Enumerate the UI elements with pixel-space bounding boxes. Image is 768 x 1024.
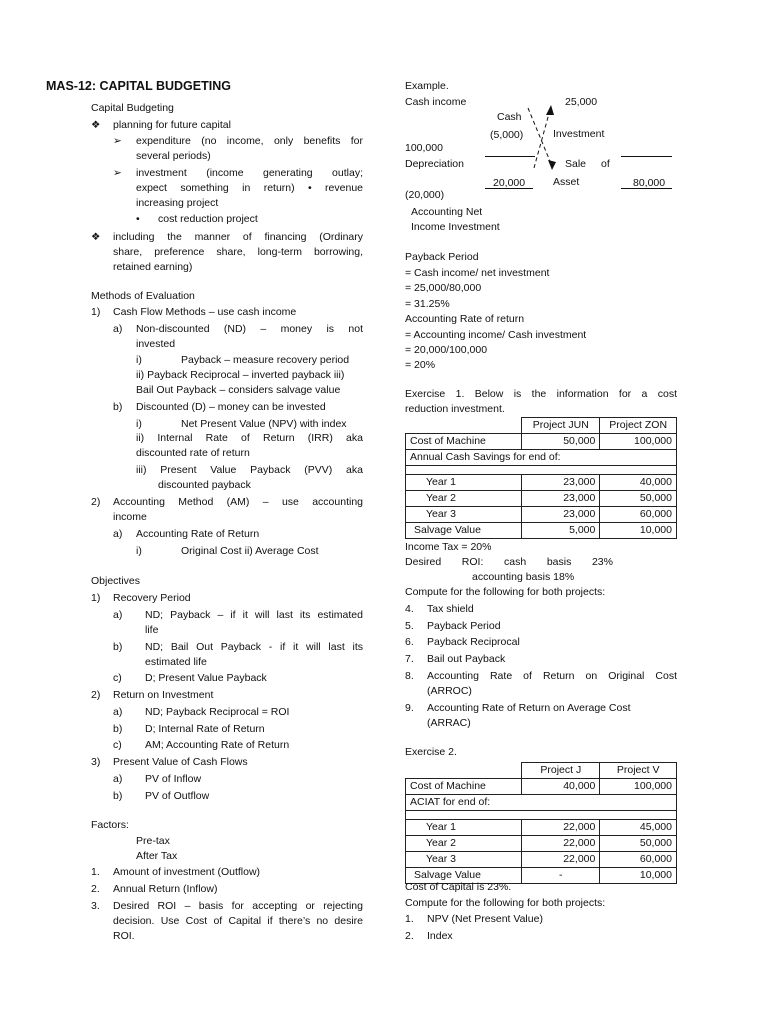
table-cell: 23,000 — [522, 491, 600, 507]
exercise-text: Cost of Capital is 23%. — [405, 881, 512, 893]
exercise-text: Income Tax = 20% — [405, 541, 492, 553]
list-item: ND; Payback – if it will last its estimated — [145, 609, 363, 621]
list-item: Present Value of Cash Flows — [113, 756, 248, 768]
formula-line: = 25,000/80,000 — [405, 282, 482, 294]
list-item: (ARROC) — [427, 685, 472, 697]
section-heading: Methods of Evaluation — [91, 290, 195, 302]
list-item: Return on Investment — [113, 689, 214, 701]
list-item: Non-discounted (ND) – money is not — [136, 323, 363, 335]
bullet-text: expenditure (no income, only benefits for — [136, 135, 363, 147]
table-cell: 50,000 — [522, 434, 600, 450]
list-roman: i) — [136, 418, 142, 430]
table-row — [406, 466, 677, 475]
formula-line: = Cash income/ net investment — [405, 267, 550, 279]
table-header: Project JUN — [522, 418, 600, 434]
bullet-text: expect something in return) • revenue — [136, 182, 363, 194]
table-cell: 22,000 — [522, 820, 600, 836]
list-item: Annual Return (Inflow) — [113, 883, 218, 895]
list-number: 7. — [405, 653, 414, 665]
diagram-label: Cash income — [405, 96, 467, 108]
bullet-text: including the manner of financing (Ordinary — [113, 231, 363, 243]
table-row — [406, 450, 677, 466]
table-cell: 10,000 — [600, 523, 677, 539]
table-spacer — [406, 811, 677, 820]
table-cell: Year 2 — [406, 491, 522, 507]
list-item: Amount of investment (Outflow) — [113, 866, 261, 878]
table-cell: 5,000 — [522, 523, 600, 539]
list-number: 1) — [91, 592, 101, 604]
list-item: D; Internal Rate of Return — [145, 723, 265, 735]
table-cell: 100,000 — [600, 434, 677, 450]
table-cell: 23,000 — [522, 507, 600, 523]
list-item: Payback – measure recovery period — [181, 354, 350, 366]
list-item: Payback Reciprocal — [427, 636, 520, 648]
list-number: 2. — [405, 930, 414, 942]
table-cell — [406, 763, 522, 779]
formula-line: = 20% — [405, 359, 436, 371]
table-cell: Annual Cash Savings for end of: — [406, 450, 600, 466]
list-roman: i) — [136, 354, 142, 366]
table-row — [406, 852, 677, 868]
table-cell: Year 1 — [406, 475, 522, 491]
diagram-value: (20,000) — [405, 189, 445, 201]
table-cell: 22,000 — [522, 852, 600, 868]
list-item: (ARRAC) — [427, 717, 471, 729]
diagram-label: Income Investment — [411, 221, 500, 233]
list-letter: a) — [113, 609, 123, 621]
table-row — [406, 820, 677, 836]
list-roman: i) — [136, 545, 142, 557]
formula-line: = 31.25% — [405, 298, 450, 310]
diagram-label: Accounting Net — [411, 206, 483, 218]
arrow-bullet-icon: ➢ — [113, 135, 122, 147]
dot-bullet-icon: • — [136, 213, 140, 225]
list-item: D; Present Value Payback — [145, 672, 267, 684]
list-number: 1. — [405, 913, 414, 925]
list-item: estimated life — [145, 656, 207, 668]
table-spacer — [406, 466, 677, 475]
table-cell: - — [522, 868, 600, 884]
section-heading: Payback Period — [405, 251, 479, 263]
list-number: 4. — [405, 603, 414, 615]
list-number: 9. — [405, 702, 414, 714]
diagram-value: 20,000 — [493, 177, 526, 189]
list-item: ii) Internal Rate of Return (IRR) aka — [136, 432, 363, 444]
list-item: iii) Present Value Payback (PVV) aka — [136, 464, 363, 476]
exercise-heading: Exercise 2. — [405, 746, 457, 758]
list-number: 1. — [91, 866, 100, 878]
list-letter: c) — [113, 672, 122, 684]
exercise1-table — [405, 417, 677, 539]
diagram-value: 100,000 — [405, 142, 443, 154]
list-item: Accounting Method (AM) – use accounting — [113, 496, 363, 508]
table-cell: Year 3 — [406, 507, 522, 523]
list-item: Accounting Rate of Return — [136, 528, 260, 540]
table-cell: Year 3 — [406, 852, 522, 868]
arrow-bullet-icon: ➢ — [113, 167, 122, 179]
section-heading: Objectives — [91, 575, 141, 587]
table-cell: 40,000 — [522, 779, 600, 795]
section-heading: Accounting Rate of return — [405, 313, 525, 325]
table-row — [406, 475, 677, 491]
table-row — [406, 507, 677, 523]
list-item: Bail out Payback — [427, 653, 506, 665]
table-cell: ACIAT for end of: — [406, 795, 600, 811]
table-row — [406, 523, 677, 539]
list-letter: b) — [113, 401, 123, 413]
list-item: decision. Use Cost of Capital if there’s no desire — [113, 915, 363, 927]
list-item: Accounting Rate of Return on Original Cost — [427, 670, 677, 682]
list-letter: a) — [113, 773, 123, 785]
list-item: Original Cost ii) Average Cost — [181, 545, 319, 557]
exercise-text: accounting basis 18% — [472, 571, 575, 583]
list-number: 5. — [405, 620, 414, 632]
diamond-bullet-icon: ❖ — [91, 231, 101, 243]
table-cell: 23,000 — [522, 475, 600, 491]
bullet-text: planning for future capital — [113, 119, 231, 131]
table-cell: 45,000 — [600, 820, 677, 836]
list-number: 6. — [405, 636, 414, 648]
exercise-text: reduction investment. — [405, 403, 505, 415]
list-item: Tax shield — [427, 603, 474, 615]
table-row — [406, 418, 677, 434]
section-heading: Factors: — [91, 819, 129, 831]
list-item: Desired ROI – basis for accepting or rejecting — [113, 900, 363, 912]
list-item: PV of Inflow — [145, 773, 202, 785]
exercise-text: Desired ROI: cash basis 23% — [405, 556, 613, 568]
table-cell: Salvage Value — [406, 523, 522, 539]
list-number: 8. — [405, 670, 414, 682]
list-item: Net Present Value (NPV) with index — [181, 418, 347, 430]
exercise-text: Compute for the following for both projects: — [405, 586, 606, 598]
diagram-label: Asset — [553, 176, 580, 188]
list-item: Index — [427, 930, 453, 942]
table-header: Project ZON — [600, 418, 677, 434]
list-item: Bail Out Payback – considers salvage value — [136, 384, 341, 396]
diagram-value: 25,000 — [565, 96, 598, 108]
list-number: 2) — [91, 496, 101, 508]
list-item: ii) Payback Reciprocal – inverted payback iii) — [136, 369, 345, 381]
table-cell: 50,000 — [600, 491, 677, 507]
page-title: MAS-12: CAPITAL BUDGETING — [46, 79, 231, 93]
list-number: 3. — [91, 900, 100, 912]
table-row — [406, 434, 677, 450]
list-item: AM; Accounting Rate of Return — [145, 739, 290, 751]
list-item: ND; Payback Reciprocal = ROI — [145, 706, 290, 718]
table-cell: 40,000 — [600, 475, 677, 491]
list-item: invested — [136, 338, 176, 350]
table-cell: 100,000 — [600, 779, 677, 795]
bullet-text: several periods) — [136, 150, 211, 162]
bullet-text: cost reduction project — [158, 213, 258, 225]
table-cell: Year 1 — [406, 820, 522, 836]
list-item: After Tax — [136, 850, 178, 862]
diagram-label: Cash — [497, 111, 522, 123]
list-letter: b) — [113, 723, 123, 735]
section-heading: Capital Budgeting — [91, 102, 174, 114]
table-cell — [600, 795, 677, 811]
table-cell: Salvage Value — [406, 868, 522, 884]
table-row — [406, 811, 677, 820]
formula-line: = 20,000/100,000 — [405, 344, 488, 356]
table-cell: Year 2 — [406, 836, 522, 852]
list-item: Cash Flow Methods – use cash income — [113, 306, 297, 318]
list-item: PV of Outflow — [145, 790, 210, 802]
exercise2-table — [405, 762, 677, 884]
diagram-rule — [621, 188, 672, 189]
table-cell: 50,000 — [600, 836, 677, 852]
table-row — [406, 795, 677, 811]
list-item: income — [113, 511, 147, 523]
list-item: discounted rate of return — [136, 447, 250, 459]
list-letter: a) — [113, 706, 123, 718]
diagram-rule — [485, 188, 533, 189]
formula-line: = Accounting income/ Cash investment — [405, 329, 587, 341]
diagram-value: 80,000 — [633, 177, 666, 189]
table-row — [406, 763, 677, 779]
list-number: 2) — [91, 689, 101, 701]
list-item: ND; Bail Out Payback - if it will last its — [145, 641, 363, 653]
list-item: life — [145, 624, 159, 636]
table-cell: 60,000 — [600, 507, 677, 523]
diamond-bullet-icon: ❖ — [91, 119, 101, 131]
list-number: 3) — [91, 756, 101, 768]
table-header: Project V — [600, 763, 677, 779]
table-row — [406, 491, 677, 507]
table-header: Project J — [522, 763, 600, 779]
table-cell — [406, 418, 522, 434]
list-letter: c) — [113, 739, 122, 751]
list-item: Discounted (D) – money can be invested — [136, 401, 326, 413]
table-cell: Cost of Machine — [406, 434, 522, 450]
bullet-text: share, preference share, long-term borrowing, — [113, 246, 363, 258]
list-item: ROI. — [113, 930, 135, 942]
list-item: Payback Period — [427, 620, 501, 632]
cross-arrows-diagram — [524, 104, 564, 174]
list-item: Accounting Rate of Return on Average Cost — [427, 702, 631, 714]
list-letter: b) — [113, 641, 123, 653]
exercise-heading: Exercise 1. Below is the information for a cost — [405, 388, 677, 400]
list-letter: a) — [113, 323, 123, 335]
list-item: Recovery Period — [113, 592, 191, 604]
list-item: Pre-tax — [136, 835, 170, 847]
table-cell — [600, 450, 677, 466]
table-cell: 60,000 — [600, 852, 677, 868]
table-cell: Cost of Machine — [406, 779, 522, 795]
example-heading: Example. — [405, 80, 449, 92]
table-cell: 22,000 — [522, 836, 600, 852]
list-letter: b) — [113, 790, 123, 802]
list-item: NPV (Net Present Value) — [427, 913, 543, 925]
diagram-label: Sale — [565, 158, 587, 170]
list-item: discounted payback — [158, 479, 251, 491]
table-row — [406, 836, 677, 852]
list-number: 2. — [91, 883, 100, 895]
list-number: 1) — [91, 306, 101, 318]
diagram-value: (5,000) — [490, 129, 524, 141]
diagram-rule — [621, 156, 672, 157]
diagram-label: Investment — [553, 128, 605, 140]
bullet-text: retained earning) — [113, 261, 193, 273]
diagram-label: Depreciation — [405, 158, 464, 170]
bullet-text: increasing project — [136, 197, 219, 209]
bullet-text: investment (income generating outlay; — [136, 167, 363, 179]
exercise-text: Compute for the following for both projects: — [405, 897, 606, 909]
list-letter: a) — [113, 528, 123, 540]
table-row — [406, 779, 677, 795]
diagram-label: of — [601, 158, 610, 170]
table-cell: 10,000 — [600, 868, 677, 884]
